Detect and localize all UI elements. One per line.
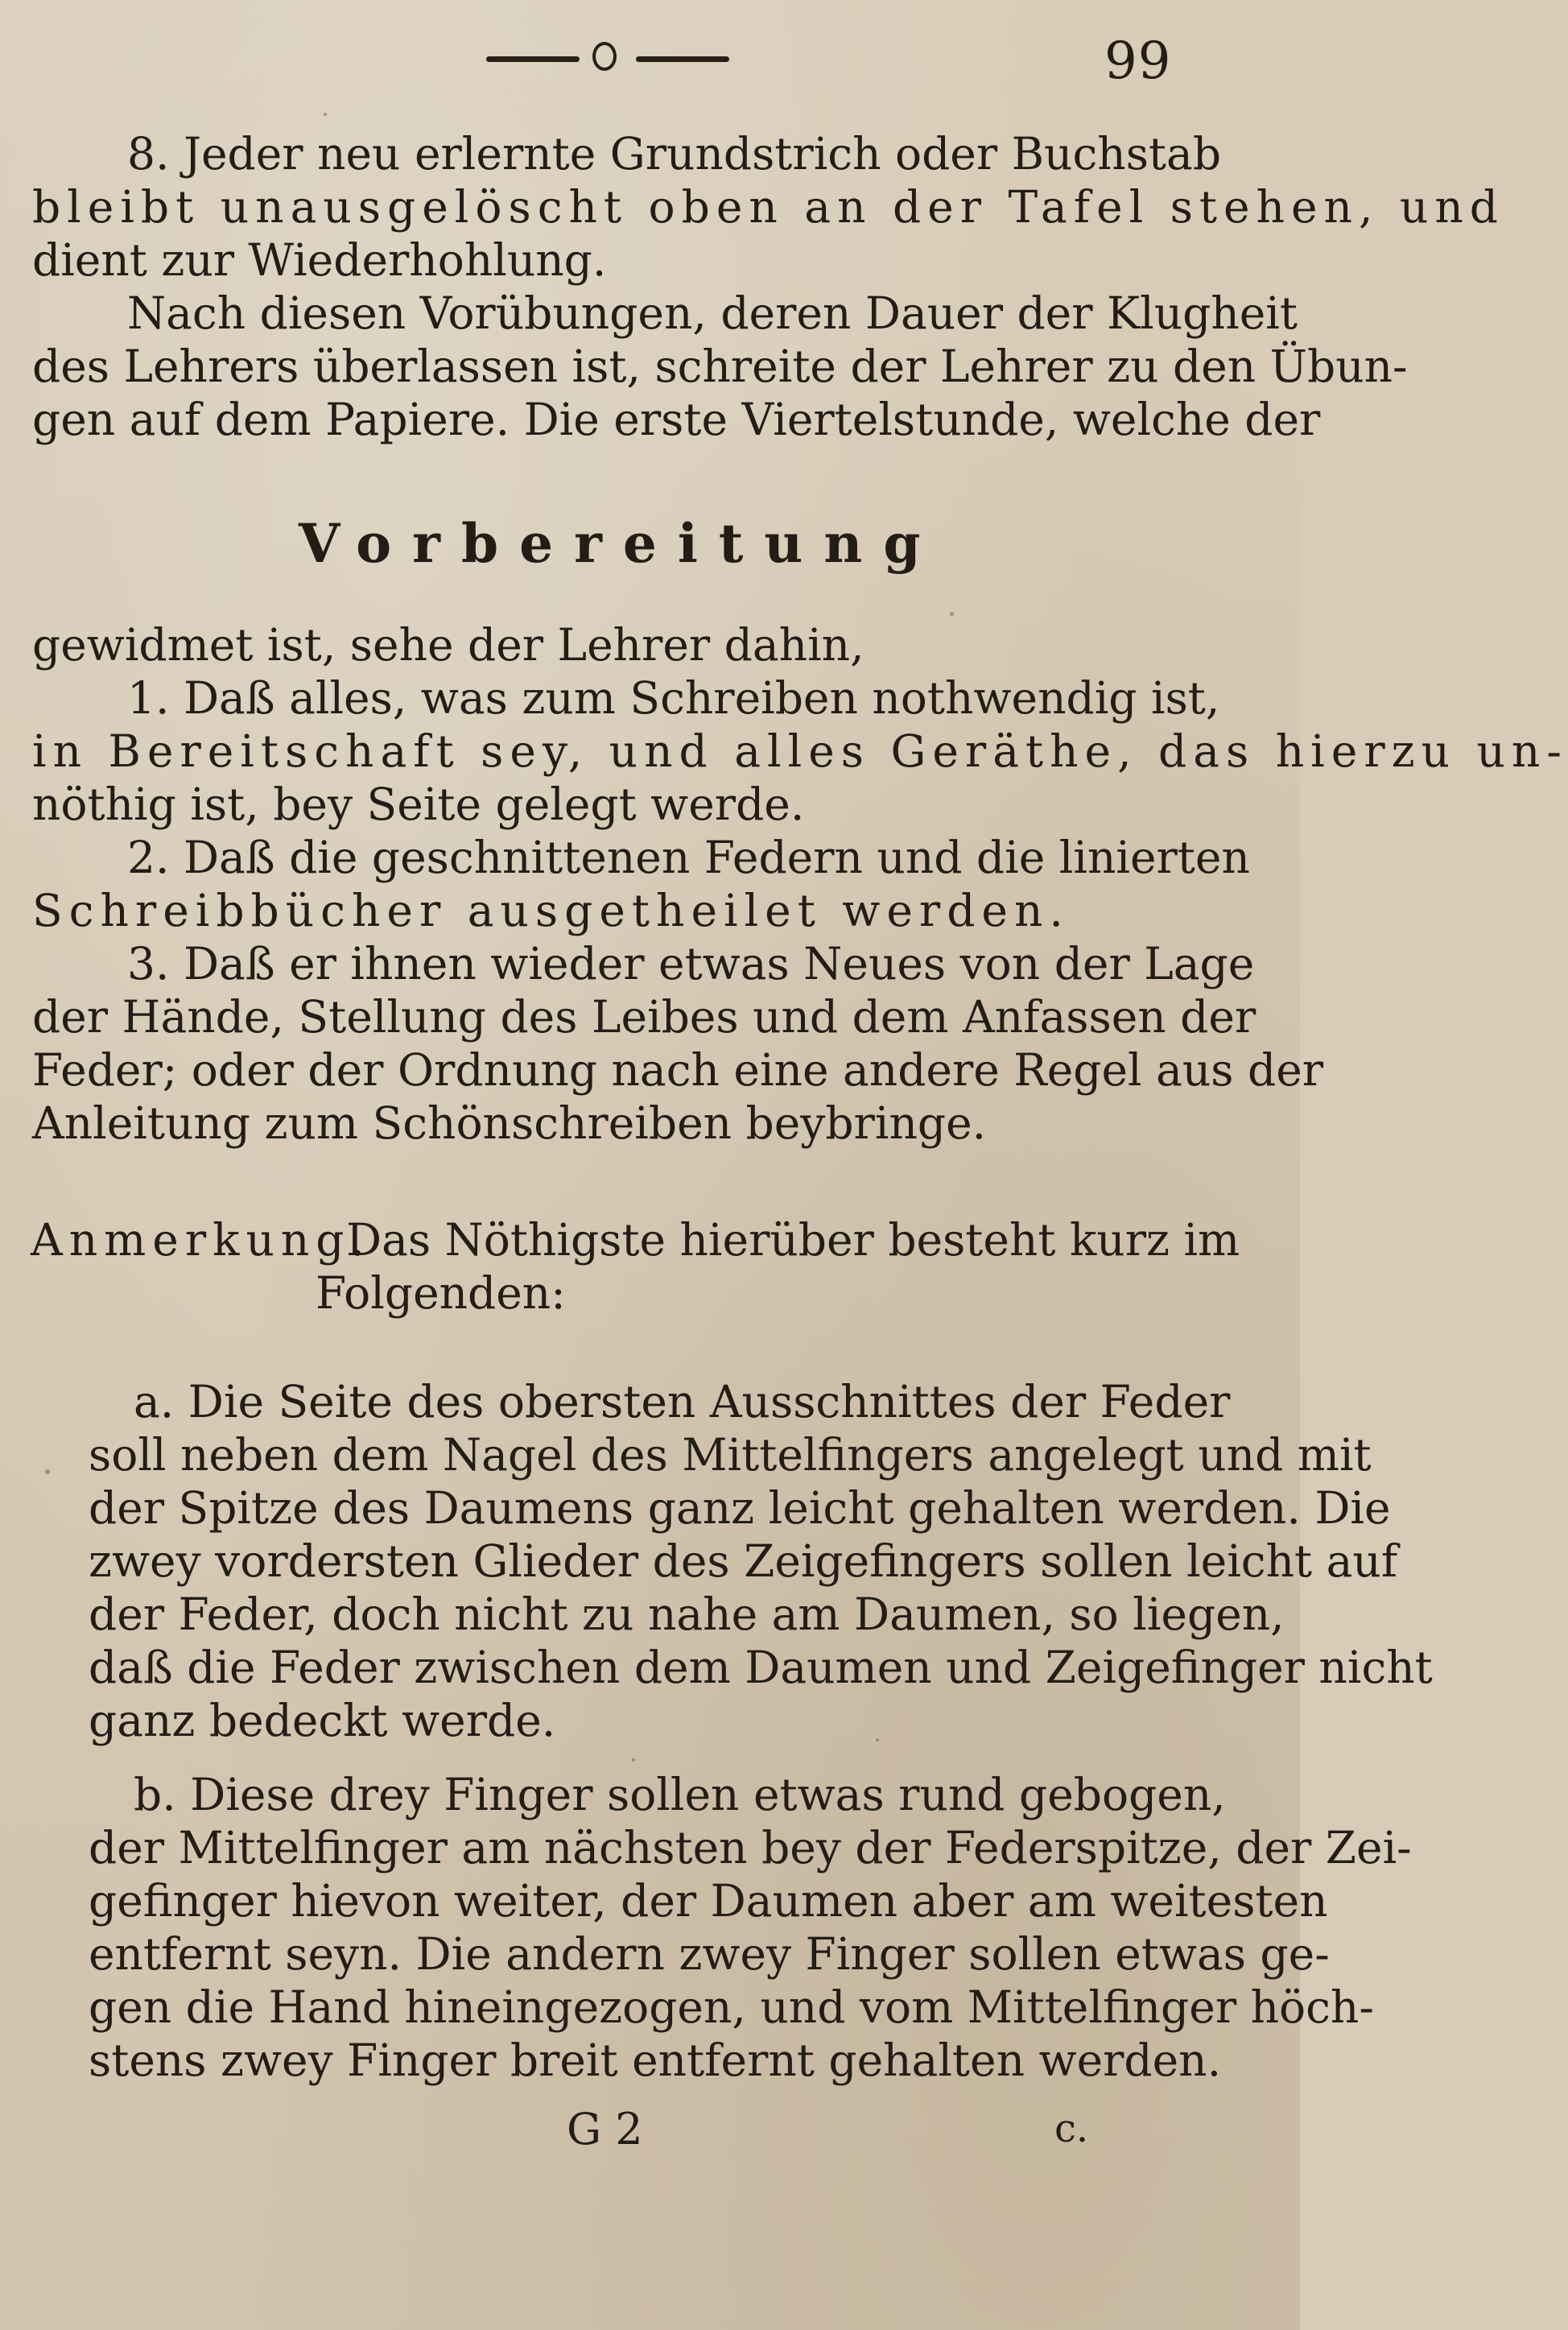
- text-line: 8. Jeder neu erlernte Grundstrich oder Buchstab: [127, 128, 1222, 180]
- section-heading: Vorbereitung: [299, 512, 942, 575]
- ornament-left-rule: [486, 56, 580, 62]
- text-line: gefinger hievon weiter, der Daumen aber am weitesten: [89, 1875, 1328, 1927]
- text-line: 3. Daß er ihnen wieder etwas Neues von der Lage: [127, 938, 1255, 989]
- text-line: der Spitze des Daumens ganz leicht gehalten werden. Die: [89, 1482, 1391, 1534]
- text-line: entfernt seyn. Die andern zwey Finger sollen etwas ge-: [89, 1928, 1330, 1980]
- text-line: des Lehrers überlassen ist, schreite der Lehrer zu den Übun-: [32, 341, 1408, 392]
- text-line: soll neben dem Nagel des Mittelfingers angelegt und mit: [89, 1429, 1372, 1481]
- text-line: Feder; oder der Ordnung nach eine andere Regel aus der: [32, 1044, 1324, 1096]
- text-line: daß die Feder zwischen dem Daumen und Zeigefinger nicht: [89, 1642, 1433, 1693]
- text-line: in Bereitschaft sey, und alles Geräthe, das hierzu un-: [32, 725, 1568, 777]
- text-line: der Feder, doch nicht zu nahe am Daumen, so liegen,: [89, 1588, 1285, 1640]
- paper-speck: [876, 1738, 879, 1741]
- text-line: 2. Daß die geschnittenen Federn und die linierten: [127, 832, 1250, 883]
- text-line: gen die Hand hineingezogen, und vom Mittelfinger höch-: [89, 1981, 1374, 2033]
- header-ornament: [486, 39, 729, 79]
- paper-speck: [632, 1758, 635, 1762]
- text-line: Folgenden:: [316, 1267, 566, 1319]
- text-line: Das Nöthigste hierüber besteht kurz im: [346, 1214, 1240, 1266]
- paper-speck: [324, 113, 327, 116]
- text-line: gewidmet ist, sehe der Lehrer dahin,: [32, 619, 864, 671]
- paper-speck: [45, 1469, 50, 1474]
- text-line: der Mittelfinger am nächsten bey der Federspitze, der Zei-: [89, 1822, 1412, 1874]
- text-line: 1. Daß alles, was zum Schreiben nothwendig ist,: [127, 672, 1220, 724]
- text-line: der Hände, Stellung des Leibes und dem Anfassen der: [32, 991, 1256, 1043]
- text-line: stens zwey Finger breit entfernt gehalten werden.: [89, 2035, 1222, 2086]
- text-line: dient zur Wiederhohlung.: [32, 234, 607, 286]
- paper-speck: [950, 612, 954, 616]
- text-line: zwey vordersten Glieder des Zeigefingers sollen leicht auf: [89, 1535, 1398, 1587]
- signature-mark: G 2: [567, 2104, 643, 2154]
- ornament-right-rule: [636, 56, 729, 62]
- text-line: bleibt unausgelöscht oben an der Tafel stehen, und: [32, 181, 1504, 233]
- text-line: ganz bedeckt werde.: [89, 1695, 556, 1746]
- catchword: c.: [1054, 2106, 1089, 2151]
- ornament-circle: [592, 42, 617, 71]
- anmerkung-label: Anmerkung.: [31, 1214, 371, 1266]
- text-line: nöthig ist, bey Seite gelegt werde.: [32, 779, 805, 830]
- page-number: 99: [1104, 31, 1172, 91]
- text-line: Anleitung zum Schönschreiben beybringe.: [32, 1097, 987, 1149]
- text-line: Schreibbücher ausgetheilet werden.: [32, 885, 1070, 936]
- text-line: a. Die Seite des obersten Ausschnittes der Feder: [134, 1376, 1231, 1427]
- text-line: gen auf dem Papiere. Die erste Viertelstunde, welche der: [32, 394, 1321, 445]
- text-line: b. Diese drey Finger sollen etwas rund gebogen,: [134, 1769, 1226, 1820]
- text-line: Nach diesen Vorübungen, deren Dauer der Klugheit: [127, 287, 1298, 339]
